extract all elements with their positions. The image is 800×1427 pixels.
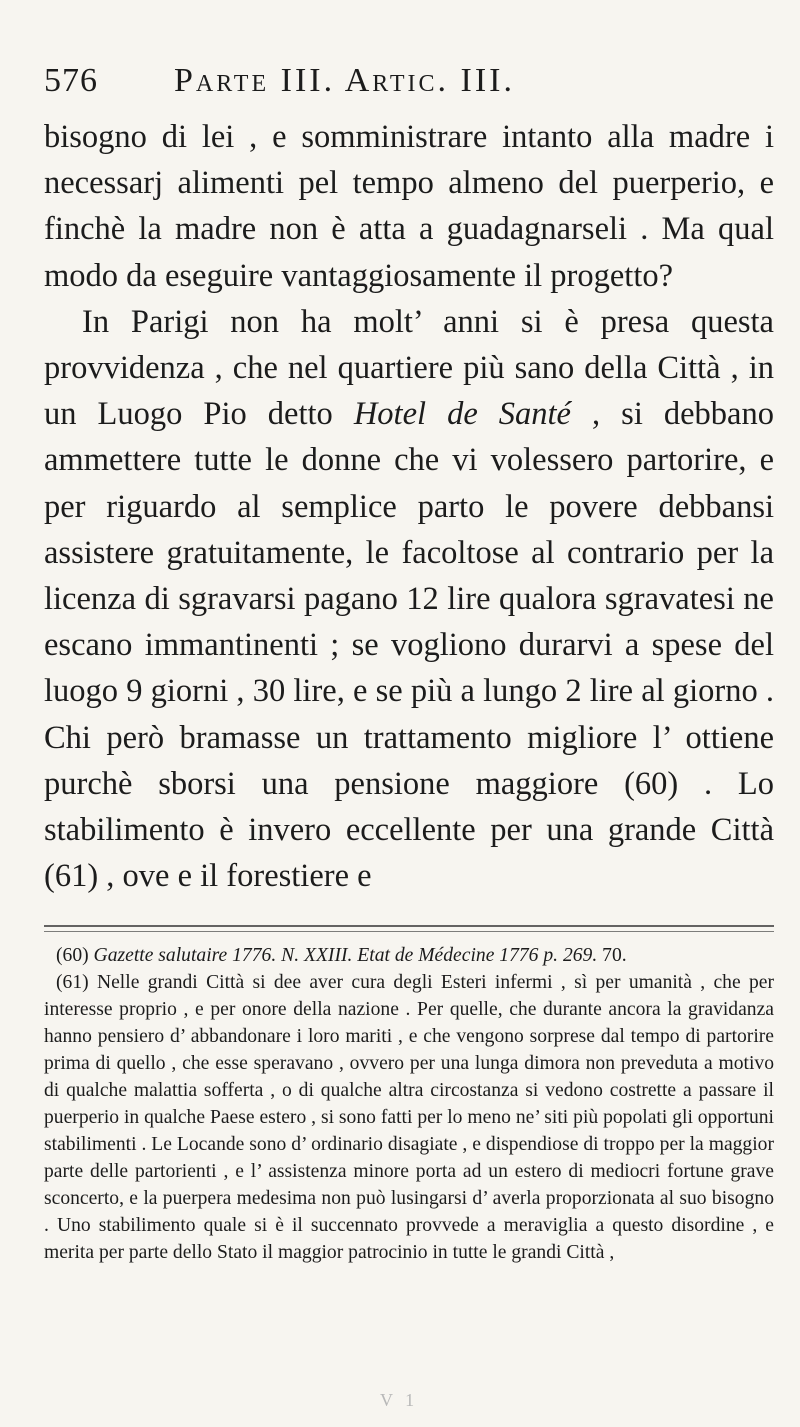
footnote-rule [44,925,774,932]
footnote-60-journal: Gazette salutaire 1776. N. XXIII. Etat de Médecine 1776 p. 269. [93,945,598,967]
footnote-60-page: 70. [597,945,627,967]
paragraph-paris-start: In Parigi non ha molt’ anni si è presa questa provvidenza , che nel quartiere più sano della Città , in un Luogo Pio detto [44,303,774,433]
footnote-61: (61) Nelle grandi Città si dee aver cura degli Esteri infermi , sì per umanità , che per interesse proprio , e per onore della nazione . Per quelle, che durante ancora la gravidanza hanno pensiero d’ abbandonare i loro mariti , e che vengono sorprese dal tempo di partorire prima di quello , che esse speravano , ovvero per una lunga dimora non preveduta a motivo di qualche malattia sofferta , o di qualche altra circostanza si vedono costrette a passare il puerperio in qualche Paese estero , si sono fatti per lo meno ne’ siti più popolati gli opportuni stabilimenti . Le Locande sono d’ ordinario disagiate , e dispendiose di troppo per la maggior parte delle partorienti , e l’ assistenza minore porta ad un estero di mediocri fortune grave sconcerto, e la puerpera medesima non può lusingarsi d’ averla proporzionata al suo bisogno . Uno stabilimento quale si è il succennato provvede a meraviglia a questo disordine , e merita per parte dello Stato il maggior patrocinio in tutte le grandi Città , [44,972,774,1264]
main-text [44,114,774,899]
page-number: 576 [44,62,98,99]
paragraph-paris-rest: , si debbano ammettere tutte le donne che vi volessero partorire, e per riguardo al semplice parto le povere debbansi assistere gratuitamente, le facoltose al contrario per la licenza di sgravarsi pagano 12 lire qualora sgravatesi ne escano immantinenti ; se vogliono durarvi a spese del luogo 9 giorni , 30 lire, e se più a lungo 2 lire al giorno . Chi però bramasse un trattamento migliore l’ ottiene purchè sborsi una pensione maggiore (60) . Lo stabilimento è invero eccellente per una grande Città (61) , ove e il forestiere e [44,396,774,895]
page-header [44,62,774,114]
page [44,62,774,1266]
paragraph-continued: bisogno di lei , e somministrare intanto alla madre i necessarj alimenti pel tempo almeno del puerperio, e finchè la madre non è atta a guadagnarseli . Ma qual modo da eseguire vantaggiosamente il progetto? [44,119,774,294]
footnote-60 [44,942,774,969]
signature-mark: V 1 [380,1390,419,1410]
running-title: Parte III. Artic. III. [174,62,515,99]
paragraph-paris [44,299,774,900]
footnote-60-ref: (60) [56,945,94,967]
hotel-name: Hotel de Santé [353,396,571,433]
footnotes [44,942,774,1266]
